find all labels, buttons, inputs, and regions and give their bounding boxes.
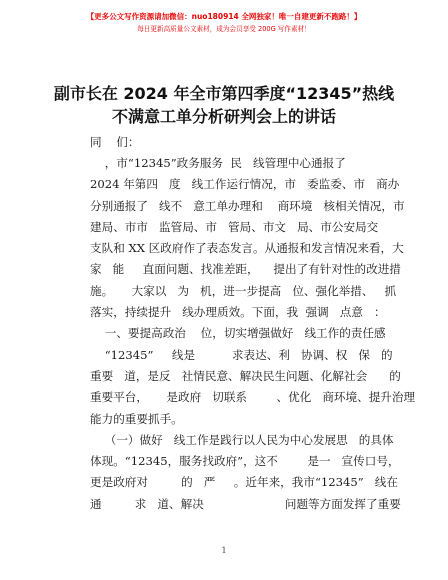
promo-banner-line1: 【更多公文写作资源请加微信：nuo180914 全网独家！唯一自建更新不跑路！】	[86, 12, 362, 21]
body-line: 支队和 XX 区政府作了表态发言。从通报和发言情况来看，大	[90, 241, 404, 256]
body-line: “12345” 线是 求表达、利 协调、权 保 的	[90, 347, 393, 362]
salutation: 同 们：	[90, 135, 140, 149]
body-line: 重要平台， 是政府 切联系 、优化 商环境、提升治理	[90, 390, 416, 405]
title-line-2: 不满意工单分析研判会上的讲话	[111, 107, 336, 126]
body-line: 重要 道，是反 社情民意、解决民生问题、化解社会 的	[90, 368, 401, 383]
title-line-1: 副市长在 2024 年全市第四季度“12345”热线	[53, 84, 395, 103]
body-line: 施。 大家以 为 机，进一步提高 位、强化举措、 抓	[90, 283, 397, 298]
document-title	[0, 82, 448, 128]
body-line: 一、要提高政治 位，切实增强做好 线工作的责任感	[90, 326, 386, 341]
page-number: 1	[221, 546, 227, 555]
body-line: 分别通报了 线不 意工单办理和 商环境 核相关情况，市	[90, 198, 405, 213]
body-line: 2024 年第四 度 线工作运行情况，市 委监委、市 商办	[90, 177, 400, 192]
body-line: 通 求 道、解决 问题等方面发挥了重要	[90, 496, 401, 511]
body-line: 更是政府对 的 严 。近年来，我市“12345” 线在	[90, 475, 398, 490]
document-body	[90, 153, 416, 515]
body-line: 家 能 直面问题、找准差距， 提出了有针对性的改进措	[90, 262, 401, 277]
promo-banner	[0, 12, 448, 34]
promo-banner-line2: 每日更新高质量公文素材，成为会员享受 200G 写作素材！	[137, 25, 311, 33]
body-line: ，市“12345”政务服务 民 线管理中心通报了	[90, 156, 346, 170]
body-line: 建局、市市 监管局、市 管局、市文 局、市公安局交	[90, 219, 379, 234]
body-line: 能力的重要抓手。	[90, 411, 183, 426]
body-line: （一）做好 线工作是践行以人民为中心发展思 的具体	[90, 432, 394, 447]
body-line: 体现。“12345，服务找政府”，这不 是一 宣传口号，	[90, 454, 400, 469]
body-line: 落实，持续提升 线办理质效。下面，我 强调 点意 ：	[90, 305, 386, 320]
